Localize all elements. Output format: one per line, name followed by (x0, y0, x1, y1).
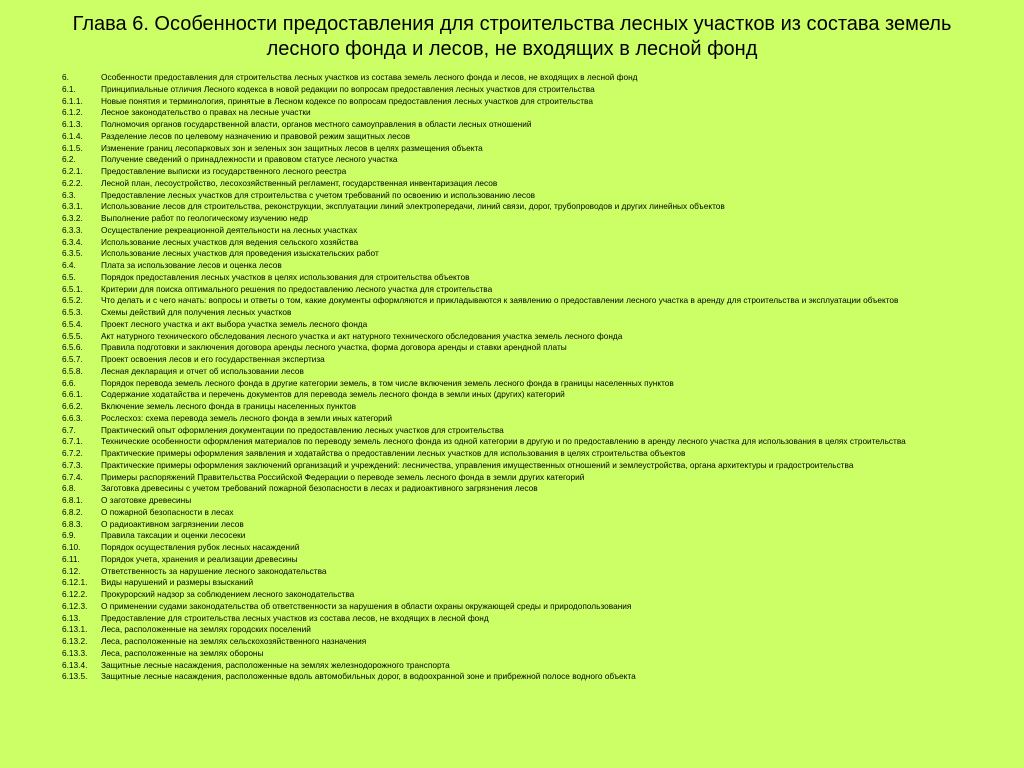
toc-entry-number: 6.5.8. (62, 365, 83, 376)
toc-entry-number: 6.1.5. (62, 142, 83, 153)
toc-entry (62, 213, 1012, 225)
title-line-2: лесного фонда и лесов, не входящих в лесной фонд (266, 38, 758, 60)
toc-entry-title: Лесное законодательство о правах на лесные участки (101, 107, 311, 118)
toc-entry-title: Осуществление рекреационной деятельности на лесных участках (101, 224, 358, 235)
toc-entry-number: 6.5.7. (62, 354, 83, 364)
toc-entry-title: Лесной план, лесоустройство, лесохозяйственный регламент, государственная инвентаризация лесов (101, 177, 498, 188)
toc-entry (62, 624, 1012, 636)
toc-entry (62, 190, 1012, 202)
toc-entry-number: 6.12.1. (62, 577, 88, 588)
toc-entry-number: 6.13.5. (62, 671, 88, 682)
toc-entry (62, 448, 1012, 460)
toc-entry-title: Технические особенности оформления материалов по переводу земель лесного фонда из одной категории в другую и по предоставлению в аренду лесного участка для использования в целях строительства (101, 436, 906, 447)
toc-entry-number: 6.3. (62, 189, 76, 200)
toc-entry-title: Леса, расположенные на землях обороны (101, 647, 264, 658)
toc-entry-title: Разделение лесов по целевому назначению и правовой режим защитных лесов (101, 130, 411, 141)
toc-entry-number: 6.5.4. (62, 318, 83, 329)
toc-entry-title: Предоставление лесных участков для строительства с учетом требований по освоению и использованию лесов (101, 189, 536, 200)
page-title (30, 12, 994, 62)
toc-entry (62, 107, 1012, 119)
toc-entry (62, 366, 1012, 378)
toc-entry-number: 6.4. (62, 260, 76, 270)
toc-entry (62, 519, 1012, 531)
toc-entry (62, 542, 1012, 554)
toc-entry-number: 6.5.6. (62, 342, 83, 353)
toc-entry-title: Проект лесного участка и акт выбора участка земель лесного фонда (101, 318, 368, 329)
toc-entry-number: 6.2. (62, 154, 76, 165)
toc-entry-number: 6.6.1. (62, 389, 83, 400)
toc-entry (62, 507, 1012, 519)
toc-entry-number: 6.6.2. (62, 401, 83, 411)
toc-entry-number: 6.9. (62, 530, 76, 541)
toc-entry (62, 178, 1012, 190)
toc-entry-title: Правила подготовки и заключения договора аренды лесного участка, форма договора аренды и ставки арендной платы (101, 342, 567, 353)
toc-entry (62, 436, 1012, 448)
toc-entry-number: 6.10. (62, 542, 81, 552)
toc-entry-number: 6.3.2. (62, 213, 83, 223)
toc-entry-number: 6. (62, 72, 69, 82)
toc-entry-number: 6.13.2. (62, 636, 88, 646)
toc-entry (62, 284, 1012, 296)
toc-entry (62, 342, 1012, 354)
toc-entry-title: Проект освоения лесов и его государственная экспертиза (101, 354, 325, 364)
toc-entry-title: Предоставление для строительства лесных участков из состава лесов, не входящих в лесной фонд (101, 612, 489, 623)
toc-entry-number: 6.1.4. (62, 130, 83, 141)
toc-entry-number: 6.3.5. (62, 248, 83, 259)
toc-entry-title: Полномочия органов государственной власти, органов местного самоуправления в области лесных отношений (101, 119, 532, 129)
toc-entry-title: Использование лесов для строительства, реконструкции, эксплуатации линий электропередачи, линий связи, дорог, трубопроводов и других линейных объектов (101, 201, 725, 212)
toc-entry-title: О пожарной безопасности в лесах (101, 506, 234, 517)
toc-entry (62, 530, 1012, 542)
toc-entry (62, 413, 1012, 425)
toc-entry-title: Включение земель лесного фонда в границы населенных пунктов (101, 401, 356, 411)
toc-entry-number: 6.2.2. (62, 177, 83, 188)
toc-entry-title: Схемы действий для получения лесных участков (101, 307, 292, 317)
toc-entry (62, 389, 1012, 401)
toc-entry (62, 272, 1012, 284)
toc-entry-title: Выполнение работ по геологическому изучению недр (101, 213, 308, 223)
toc-entry (62, 566, 1012, 578)
toc-entry (62, 131, 1012, 143)
toc-entry-title: Порядок учета, хранения и реализации древесины (101, 553, 298, 564)
toc-entry (62, 143, 1012, 155)
toc-entry-number: 6.11. (62, 553, 80, 564)
toc-entry-title: Что делать и с чего начать: вопросы и ответы о том, какие документы оформляются и прикладываются к заявлению о предоставлении лесного участка в аренду для строительства и эксплуатации объектов (101, 295, 899, 306)
toc-entry-title: Порядок осуществления рубок лесных насаждений (101, 542, 300, 552)
toc-entry (62, 354, 1012, 366)
toc-entry (62, 295, 1012, 307)
toc-entry-title: Лесная декларация и отчет об использовании лесов (101, 365, 304, 376)
toc-entry-title: О применении судами законодательства об ответственности за нарушения в области охраны окружающей среды и природопользования (101, 600, 632, 611)
toc-entry-number: 6.3.3. (62, 224, 83, 235)
toc-entry (62, 96, 1012, 108)
toc-entry (62, 248, 1012, 260)
toc-entry (62, 166, 1012, 178)
toc-entry-title: Плата за использование лесов и оценка лесов (101, 260, 282, 270)
toc-entry-title: Особенности предоставления для строительства лесных участков из состава земель лесного фонда и лесов, не входящих в лесной фонд (101, 72, 638, 82)
toc-entry-title: Леса, расположенные на землях сельскохозяйственного назначения (101, 636, 367, 646)
toc-entry-number: 6.5.2. (62, 295, 83, 306)
toc-entry (62, 660, 1012, 672)
toc-entry (62, 554, 1012, 566)
toc-entry-title: Рослесхоз: схема перевода земель лесного фонда в земли иных категорий (101, 412, 393, 423)
toc-entry-number: 6.7.1. (62, 436, 83, 447)
toc-entry-number: 6.8.2. (62, 506, 83, 517)
toc-entry-title: Порядок перевода земель лесного фонда в другие категории земель, в том числе включения земель лесного фонда в границы населенных пунктов (101, 377, 674, 388)
toc-entry (62, 613, 1012, 625)
toc-entry-title: Защитные лесные насаждения, расположенные вдоль автомобильных дорог, в водоохранной зоне и прибрежной полосе водного объекта (101, 671, 636, 682)
toc-entry (62, 495, 1012, 507)
toc-entry (62, 237, 1012, 249)
toc-entry-title: О радиоактивном загрязнении лесов (101, 518, 244, 529)
toc-entry-number: 6.7. (62, 424, 76, 435)
toc-entry-title: Виды нарушений и размеры взысканий (101, 577, 254, 588)
table-of-contents (62, 72, 1012, 683)
toc-entry-number: 6.8. (62, 483, 76, 494)
toc-entry-number: 6.7.4. (62, 471, 83, 482)
toc-entry-number: 6.12.3. (62, 600, 88, 611)
toc-entry-number: 6.6.3. (62, 412, 83, 423)
toc-entry-number: 6.5.1. (62, 283, 83, 294)
toc-entry (62, 307, 1012, 319)
toc-entry (62, 331, 1012, 343)
toc-entry-title: Использование лесных участков для проведения изыскательских работ (101, 248, 379, 259)
toc-entry (62, 601, 1012, 613)
toc-entry-title: Прокурорский надзор за соблюдением лесного законодательства (101, 589, 355, 599)
toc-entry-title: О заготовке древесины (101, 495, 192, 505)
toc-entry-number: 6.5.3. (62, 307, 83, 317)
toc-entry-number: 6.6. (62, 377, 76, 388)
toc-entry-number: 6.5. (62, 271, 76, 282)
toc-entry (62, 425, 1012, 437)
toc-entry-number: 6.1.1. (62, 95, 83, 106)
toc-entry-title: Изменение границ лесопарковых зон и зеленых зон защитных лесов в целях размещения объекта (101, 142, 483, 153)
toc-entry (62, 319, 1012, 331)
toc-entry-title: Содержание ходатайства и перечень документов для перевода земель лесного фонда в земли иных (других) категорий (101, 389, 565, 400)
toc-entry (62, 648, 1012, 660)
toc-entry (62, 401, 1012, 413)
toc-entry-title: Практические примеры оформления заявления и ходатайства о предоставлении лесных участков для использования в целях строительства объектов (101, 448, 686, 458)
toc-entry-title: Защитные лесные насаждения, расположенные на землях железнодорожного транспорта (101, 659, 450, 670)
toc-entry-title: Заготовка древесины с учетом требований пожарной безопасности в лесах и радиоактивного загрязнения лесов (101, 483, 538, 494)
toc-entry-number: 6.7.2. (62, 448, 83, 458)
toc-entry-title: Леса, расположенные на землях городских поселений (101, 624, 311, 635)
title-line-1: Глава 6. Особенности предоставления для строительства лесных участков из состава земель (72, 13, 952, 35)
toc-entry-title: Правила таксации и оценки лесосеки (101, 530, 246, 541)
toc-entry-title: Ответственность за нарушение лесного законодательства (101, 565, 327, 576)
toc-entry (62, 201, 1012, 213)
toc-entry-number: 6.13.3. (62, 647, 88, 658)
toc-entry-number: 6.3.1. (62, 201, 83, 212)
toc-entry-title: Практический опыт оформления документации по предоставлению лесных участков для строительства (101, 424, 504, 435)
toc-entry (62, 472, 1012, 484)
toc-entry (62, 460, 1012, 472)
toc-entry-number: 6.5.5. (62, 330, 83, 341)
toc-entry-title: Получение сведений о принадлежности и правовом статусе лесного участка (101, 154, 398, 165)
toc-entry (62, 72, 1012, 84)
toc-entry-title: Критерии для поиска оптимального решения по предоставлению лесного участка для строительства (101, 283, 493, 294)
toc-entry-number: 6.13. (62, 612, 81, 623)
toc-entry-title: Практические примеры оформления заключений организаций и учреждений: лесничества, управления имущественных отношений и землеустройства, органа архитектуры и градостроительства (101, 459, 854, 470)
toc-entry-number: 6.12.2. (62, 589, 88, 599)
toc-entry (62, 119, 1012, 131)
toc-entry (62, 589, 1012, 601)
toc-entry-number: 6.13.1. (62, 624, 88, 635)
toc-entry-number: 6.3.4. (62, 236, 83, 247)
toc-entry (62, 636, 1012, 648)
toc-entry-title: Порядок предоставления лесных участков в целях использования для строительства объектов (101, 271, 470, 282)
toc-entry-title: Принципиальные отличия Лесного кодекса в новой редакции по вопросам предоставления лесных участков для строительства (101, 83, 595, 94)
toc-entry-title: Примеры распоряжений Правительства Российской Федерации о переводе земель лесного фонда в земли других категорий (101, 471, 585, 482)
toc-entry-number: 6.2.1. (62, 166, 83, 176)
toc-entry-number: 6.1.2. (62, 107, 83, 118)
toc-entry-number: 6.13.4. (62, 659, 88, 670)
toc-entry (62, 577, 1012, 589)
toc-entry-number: 6.12. (62, 565, 81, 576)
toc-entry-number: 6.8.1. (62, 495, 83, 505)
toc-entry-number: 6.1. (62, 83, 76, 94)
toc-entry (62, 483, 1012, 495)
toc-entry (62, 378, 1012, 390)
toc-entry-title: Новые понятия и терминология, принятые в Лесном кодексе по вопросам предоставления лесных участков для строительства (101, 95, 593, 106)
toc-entry-number: 6.1.3. (62, 119, 83, 129)
toc-entry (62, 671, 1012, 683)
toc-entry (62, 260, 1012, 272)
toc-entry (62, 225, 1012, 237)
toc-entry-number: 6.7.3. (62, 459, 83, 470)
toc-entry (62, 84, 1012, 96)
toc-entry-title: Использование лесных участков для ведения сельского хозяйства (101, 236, 359, 247)
toc-entry-number: 6.8.3. (62, 518, 83, 529)
toc-entry-title: Предоставление выписки из государственного лесного реестра (101, 166, 347, 176)
toc-entry-title: Акт натурного технического обследования лесного участка и акт натурного технического обследования участка земель лесного фонда (101, 330, 623, 341)
toc-entry (62, 154, 1012, 166)
